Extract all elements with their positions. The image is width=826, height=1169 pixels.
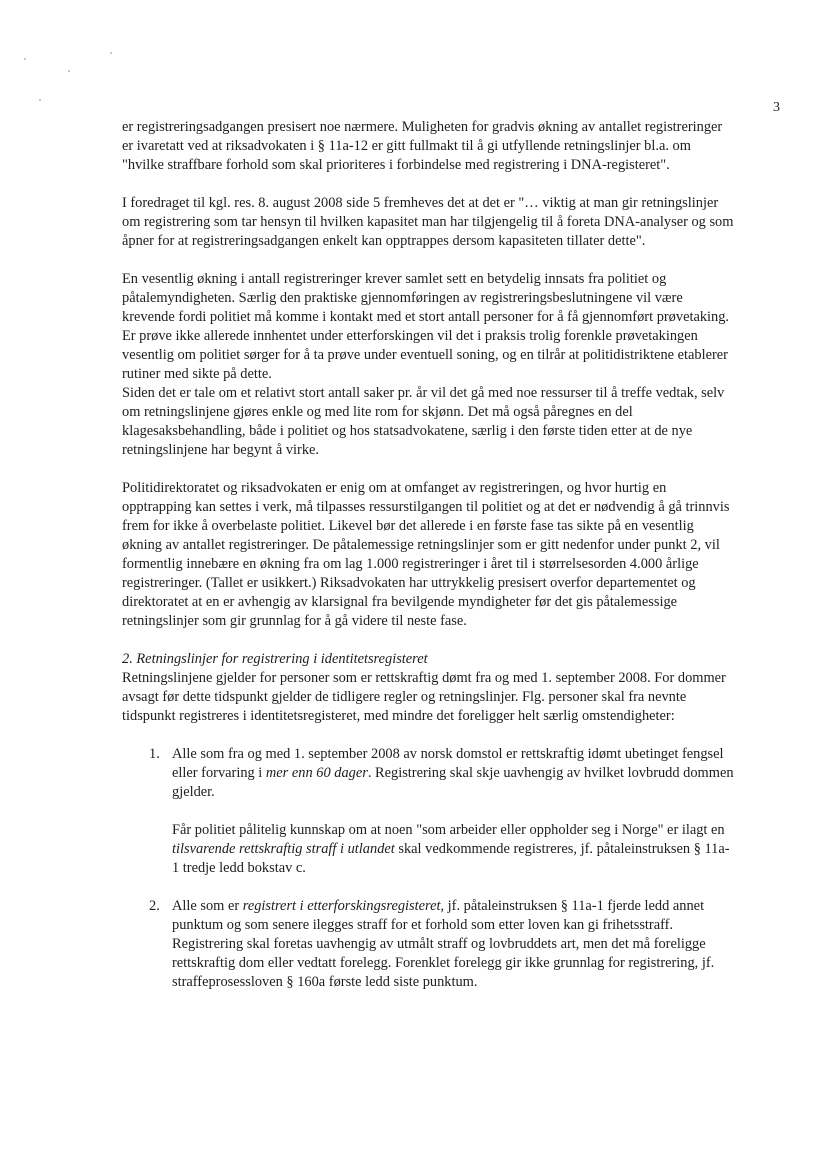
- paragraph-phased-rollout: Politidirektoratet og riksadvokaten er enig om at omfanget av registreringen, og hvor hurtig en opptrapping kan settes i verk, må tilpasses ressurstilgangen til politiet og at det er nødvendig å gå trinnvis frem for ikke å overbelaste politiet. Likevel bør det allerede i en første fase tas sikte på en vesentlig økning av antallet registreringer. De påtalemessige retningslinjer som er gitt nedenfor under punkt 2, vil formentlig innebære en økning fra om lag 1.000 registreringer i året til i størrelsesorden 4.000 årlige registreringer. (Tallet er usikkert.) Riksadvokaten har uttrykkelig presisert overfor departementet og direktoratet at en er avhengig av klarsignal fra bevilgende myndigheter før det gis påtalemessige retningslinjer som gir grunnlag for å gå videre til neste fase.: [122, 480, 730, 629]
- emphasis: mer enn 60 dager: [265, 765, 368, 781]
- section-intro: Retningslinjene gjelder for personer som er rettskraftig dømt fra og med 1. september 2008. For dommer avsagt før dette tidspunkt gjelder de tidligere regler og retningslinjer. Flg. personer skal fra nevnte tidspunkt registreres i identitetsregisteret, med mindre det foreligger helt særlig omstendigheter:: [122, 670, 726, 724]
- scan-speck: [39, 99, 41, 101]
- section-heading: 2. Retningslinjer for registrering i identitetsregisteret: [122, 651, 428, 667]
- list-item-text: Alle som fra og med 1. september 2008 av norsk domstol er rettskraftig idømt ubetinget fengsel eller forvaring i mer enn 60 dager. Registrering skal skje uavhengig av hvilket lovbrudd dommen gjelder.: [172, 746, 734, 800]
- document-body: [122, 118, 734, 1011]
- paragraph-registration-scope: er registreringsadgangen presisert noe nærmere. Muligheten for gradvis økning av antallet registreringer er ivaretatt ved at riksadvokaten i § 11a-12 er gitt fullmakt til å gi utfyllende retningslinjer bl.a. om "hvilke straffbare forhold som skal prioriteres i forbindelse med registrering i DNA-registeret".: [122, 119, 723, 173]
- list-item-text: Alle som er registrert i etterforskingsregisteret, jf. påtaleinstruksen § 11a-1 fjerde ledd annet punktum og som senere ilegges straff for et forhold som etter loven kan gi frihetsstraff. Registrering skal foretas uavhengig av utmålt straff og lovbruddets art, men det må foreligge rettskraftig dom eller vedtatt forelegg. Forenklet forelegg gir ikke grunnlag for registrering, jf. straffeprosessloven § 160a første ledd siste punktum.: [172, 898, 715, 990]
- emphasis: registrert i etterforskingsregisteret: [242, 898, 441, 914]
- scan-speck: [68, 70, 70, 72]
- list-item-subparagraph: Får politiet pålitelig kunnskap om at noen "som arbeider eller oppholder seg i Norge" er ilagt en tilsvarende rettskraftig straff i utlandet skal vedkommende registreres, jf. påtaleinstruksen § 11a-1 tredje ledd bokstav c.: [172, 822, 730, 876]
- emphasis: tilsvarende rettskraftig straff i utlandet: [172, 841, 395, 857]
- list-item: [122, 897, 734, 992]
- scan-speck: [24, 58, 26, 60]
- registration-criteria-list: [122, 745, 734, 992]
- list-item-number: 2.: [149, 898, 160, 914]
- page-number: 3: [773, 100, 780, 115]
- paragraph-royal-resolution: I foredraget til kgl. res. 8. august 2008 side 5 fremheves det at det er "… viktig at man gir retningslinjer om registrering som tar hensyn til hvilken kapasitet man har tilgjengelig til å foreta DNA-analyser og som åpner for at registreringsadgangen enkelt kan opptrappes dersom kapasiteten tillater dette".: [122, 195, 734, 249]
- list-item: [122, 745, 734, 878]
- paragraph-resource-demand: En vesentlig økning i antall registreringer krever samlet sett en betydelig innsats fra politiet og påtalemyndigheten. Særlig den praktiske gjennomføringen av registreringsbeslutningene vil være krevende fordi politiet må komme i kontakt med et stort antall personer for å få gjennomført prøvetaking. Er prøve ikke allerede innhentet under etterforskingen vil det i praksis trolig forenkle prøvetakingen vesentlig om politiet sørger for å ta prøve under eventuell soning, og en tilrår at politidistriktene etablerer rutiner med sikte på dette.: [122, 271, 730, 382]
- paragraph-case-volume: Siden det er tale om et relativt stort antall saker pr. år vil det gå med noe ressurser til å treffe vedtak, selv om retningslinjene gjøres enkle og med lite rom for skjønn. Det må også påregnes en del klagesaksbehandling, både i politiet og hos statsadvokatene, særlig i den første tiden etter at de nye retningslinjene har begynt å virke.: [122, 385, 725, 458]
- list-item-number: 1.: [149, 746, 160, 762]
- scan-speck: [110, 52, 112, 54]
